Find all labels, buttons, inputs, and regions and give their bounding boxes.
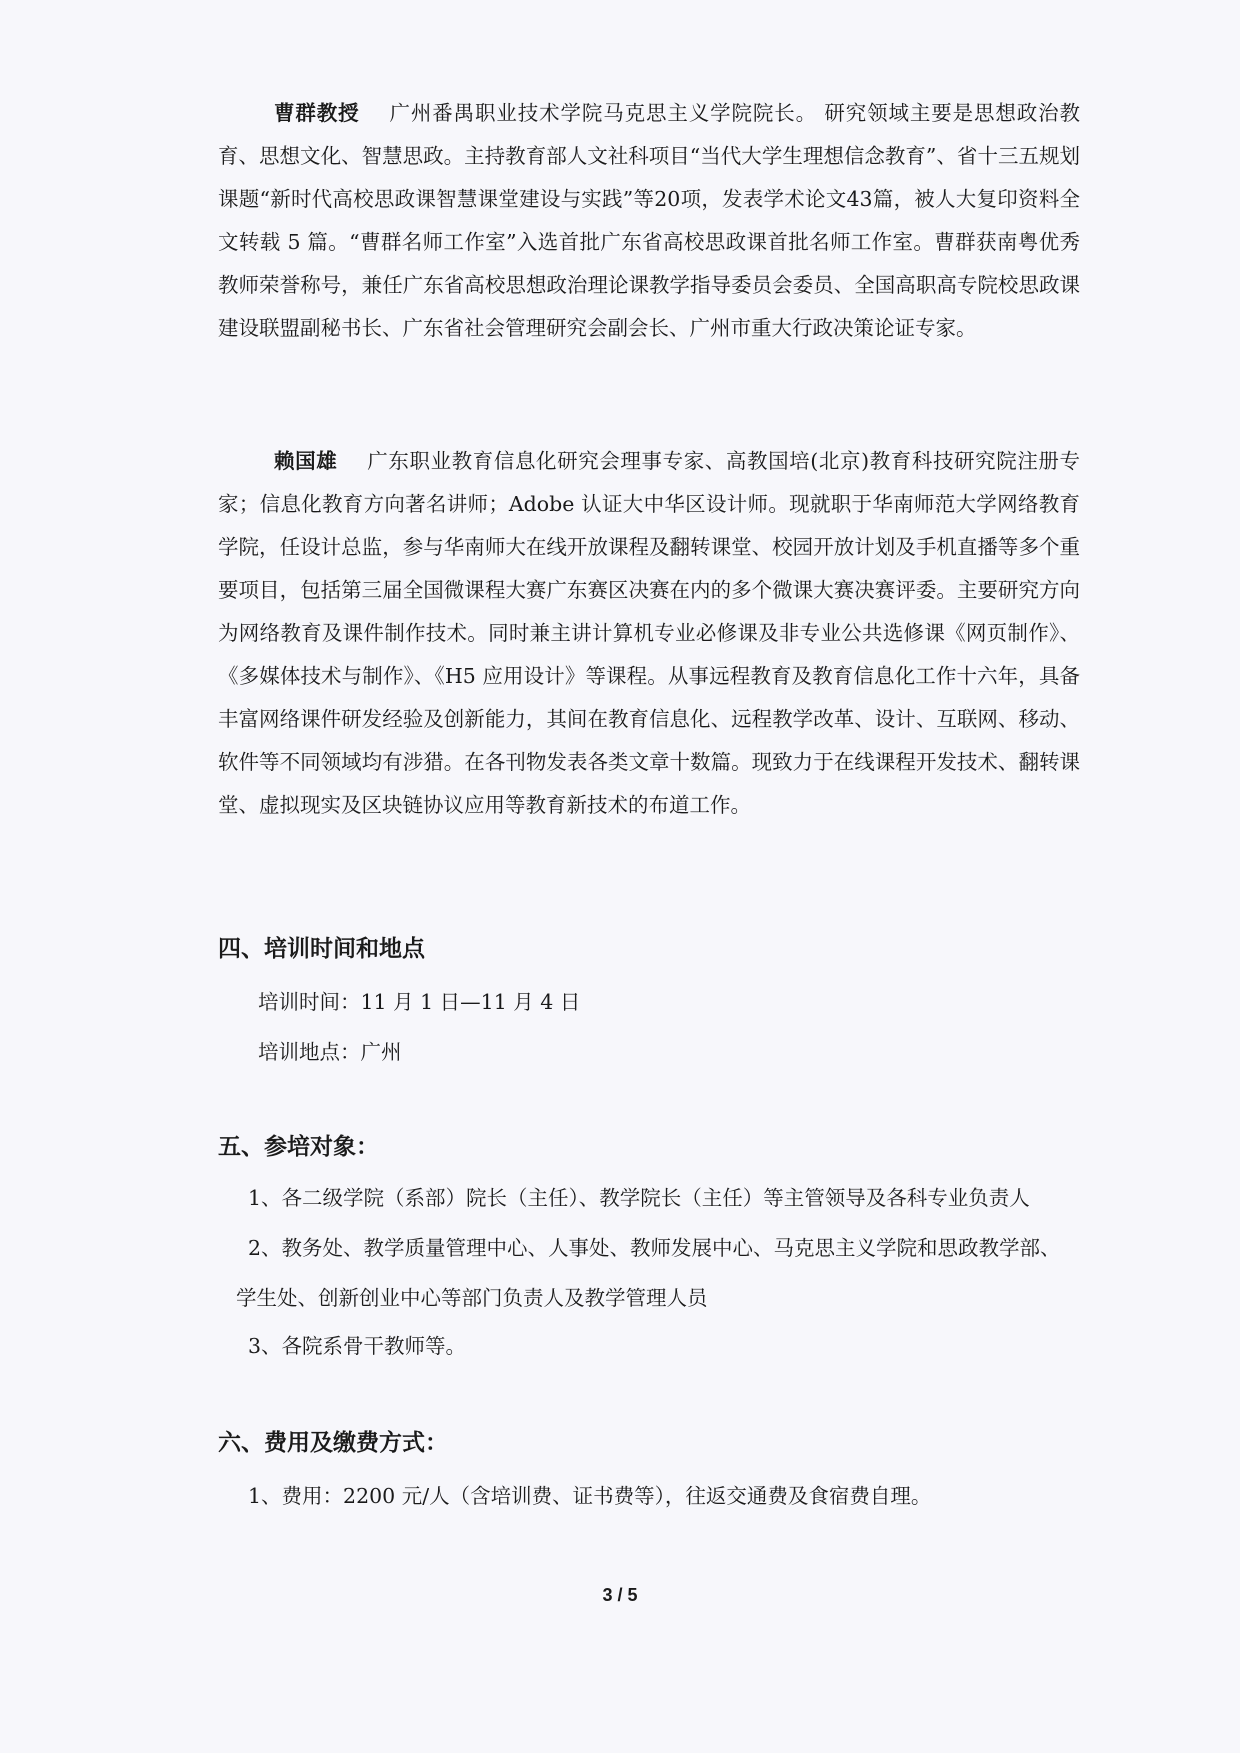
training-place: 培训地点：广州 — [258, 1040, 402, 1064]
bio-name: 赖国雄 — [274, 449, 338, 473]
bio-paragraph-cao-qun — [218, 92, 1080, 350]
bio-text: 广州番禺职业技术学院马克思主义学院院长。 研究领域主要是思想政治教育、思想文化、智慧思政。主持教育部人文社科项目“当代大学生理想信念教育”、省十三五规划课题“新时代高校思政课智慧课堂建设与实践”等20项，发表学术论文43篇，被人大复印资料全文转载 5 篇。“曹群名师工作室”入选首批广东省高校思政课首批名师工作室。曹群获南粤优秀教师荣誉称号，兼任广东省高校思想政治理论课教学指导委员会委员、全国高职高专院校思政课建设联盟副秘书长、广东省社会管理研究会副会长、广州市重大行政决策论证专家。 — [218, 101, 1081, 340]
fee-item-1: 1、费用：2200 元/人（含培训费、证书费等），往返交通费及食宿费自理。 — [248, 1484, 932, 1508]
participant-item-1: 1、各二级学院（系部）院长（主任）、教学院长（主任）等主管领导及各科专业负责人 — [248, 1186, 1030, 1210]
participant-item-2: 2、教务处、教学质量管理中心、人事处、教师发展中心、马克思主义学院和思政教学部、 — [248, 1236, 1061, 1260]
bio-name: 曹群教授 — [274, 101, 360, 125]
page-number: 3 / 5 — [602, 1585, 638, 1605]
participant-item-2-cont: 学生处、创新创业中心等部门负责人及教学管理人员 — [236, 1286, 708, 1310]
section-heading-fees: 六、费用及缴费方式： — [218, 1429, 448, 1456]
bio-paragraph-lai-guoxiong — [218, 440, 1080, 827]
participant-item-3: 3、各院系骨干教师等。 — [248, 1334, 467, 1358]
section-heading-participants: 五、参培对象： — [218, 1133, 379, 1160]
bio-text: 广东职业教育信息化研究会理事专家、高教国培(北京)教育科技研究院注册专家；信息化教育方向著名讲师；Adobe 认证大中华区设计师。现就职于华南师范大学网络教育学院，任设计总监，参与华南师大在线开放课程及翻转课堂、校园开放计划及手机直播等多个重要项目，包括第三届全国微课程大赛广东赛区决赛在内的多个微课大赛决赛评委。主要研究方向为网络教育及课件制作技术。同时兼主讲计算机专业必修课及非专业公共选修课《网页制作》、《多媒体技术与制作》、《H5 应用设计》等课程。从事远程教育及教育信息化工作十六年，具备丰富网络课件研发经验及创新能力，其间在教育信息化、远程教学改革、设计、互联网、移动、软件等不同领域均有涉猎。在各刊物发表各类文章十数篇。现致力于在线课程开发技术、翻转课堂、虚拟现实及区块链协议应用等教育新技术的布道工作。 — [218, 449, 1081, 817]
section-heading-time-place: 四、培训时间和地点 — [218, 935, 425, 962]
training-time: 培训时间：11 月 1 日—11 月 4 日 — [258, 990, 581, 1014]
